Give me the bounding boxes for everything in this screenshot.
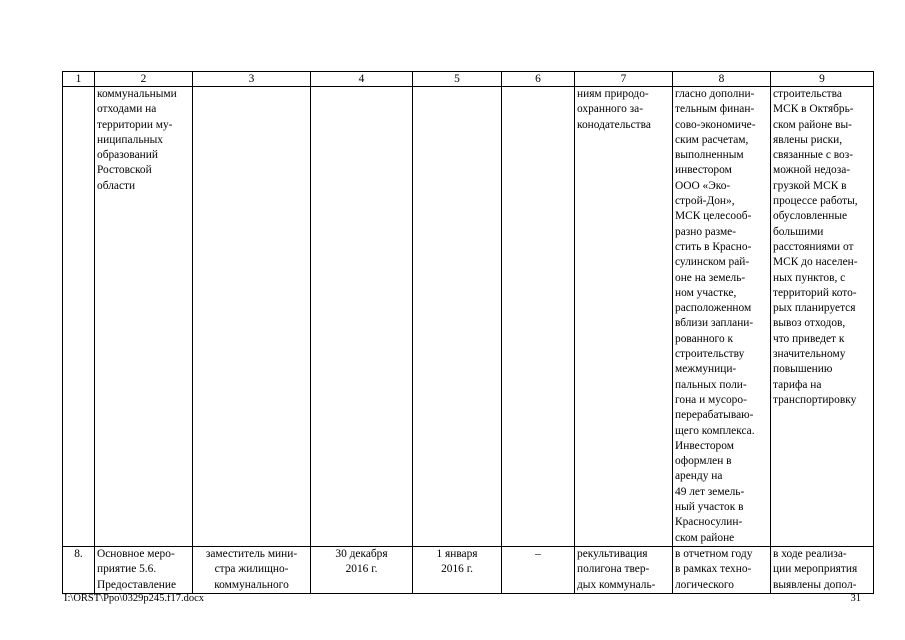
column-number: 9 bbox=[771, 72, 874, 87]
table-cell: Основное меро- приятие 5.6. Предоставление bbox=[95, 546, 193, 593]
table-cell bbox=[413, 87, 502, 547]
column-number: 3 bbox=[193, 72, 311, 87]
table-cell: ниям природо- охранного за- конодательства bbox=[575, 87, 673, 547]
table-row bbox=[63, 546, 874, 593]
column-number: 1 bbox=[63, 72, 95, 87]
table-cell: 1 января 2016 г. bbox=[413, 546, 502, 593]
footer-file-path: I:\ORST\Ppo\0329p245.f17.docx bbox=[64, 593, 205, 604]
page-number: 31 bbox=[850, 593, 861, 604]
column-number: 6 bbox=[502, 72, 575, 87]
column-number: 7 bbox=[575, 72, 673, 87]
column-number: 8 bbox=[673, 72, 771, 87]
column-number-header-row bbox=[63, 72, 874, 87]
table-cell bbox=[502, 87, 575, 547]
table-cell bbox=[193, 87, 311, 547]
table-cell bbox=[311, 87, 413, 547]
table-cell: 30 декабря 2016 г. bbox=[311, 546, 413, 593]
table-cell: заместитель мини- стра жилищно- коммунального bbox=[193, 546, 311, 593]
table-cell: гласно дополни- тельным финан- сово-экономиче- ским расчетам, выполненным инвестором ООО «Эко- строй-Дон», МСК целесооб- разно разме- стить в Красно- сулинском рай- оне на земель- ном участке, расположенном вблизи заплани- рованного к строительству межмуници- пальных поли- гона и мусоро- перерабатываю- щего комплекса. Инвестором оформлен в аренду на 49 лет земель- ный участок в Красносулин- ском районе bbox=[673, 87, 771, 547]
table-cell: в отчетном году в рамках техно- логического bbox=[673, 546, 771, 593]
table-cell: строительства МСК в Октябрь- ском районе вы- явлены риски, связанные с воз- можной недоза- грузкой МСК в процессе работы, обусловленные большими расстояниями от МСК до населен- ных пунктов, с территорий кото- рых планируется вывоз отходов, что приведет к значительному повышению тарифа на транспортировку bbox=[771, 87, 874, 547]
document-table bbox=[62, 71, 874, 594]
column-number: 5 bbox=[413, 72, 502, 87]
table-cell: – bbox=[502, 546, 575, 593]
column-number: 4 bbox=[311, 72, 413, 87]
row-number: 8. bbox=[63, 546, 95, 593]
table-cell bbox=[63, 87, 95, 547]
table-cell: рекультивация полигона твер- дых коммуналь- bbox=[575, 546, 673, 593]
column-number: 2 bbox=[95, 72, 193, 87]
table-cell: коммунальными отходами на территории му- ниципальных образований Ростовской области bbox=[95, 87, 193, 547]
table-cell: в ходе реализа- ции мероприятия выявлены допол- bbox=[771, 546, 874, 593]
table-row bbox=[63, 87, 874, 547]
